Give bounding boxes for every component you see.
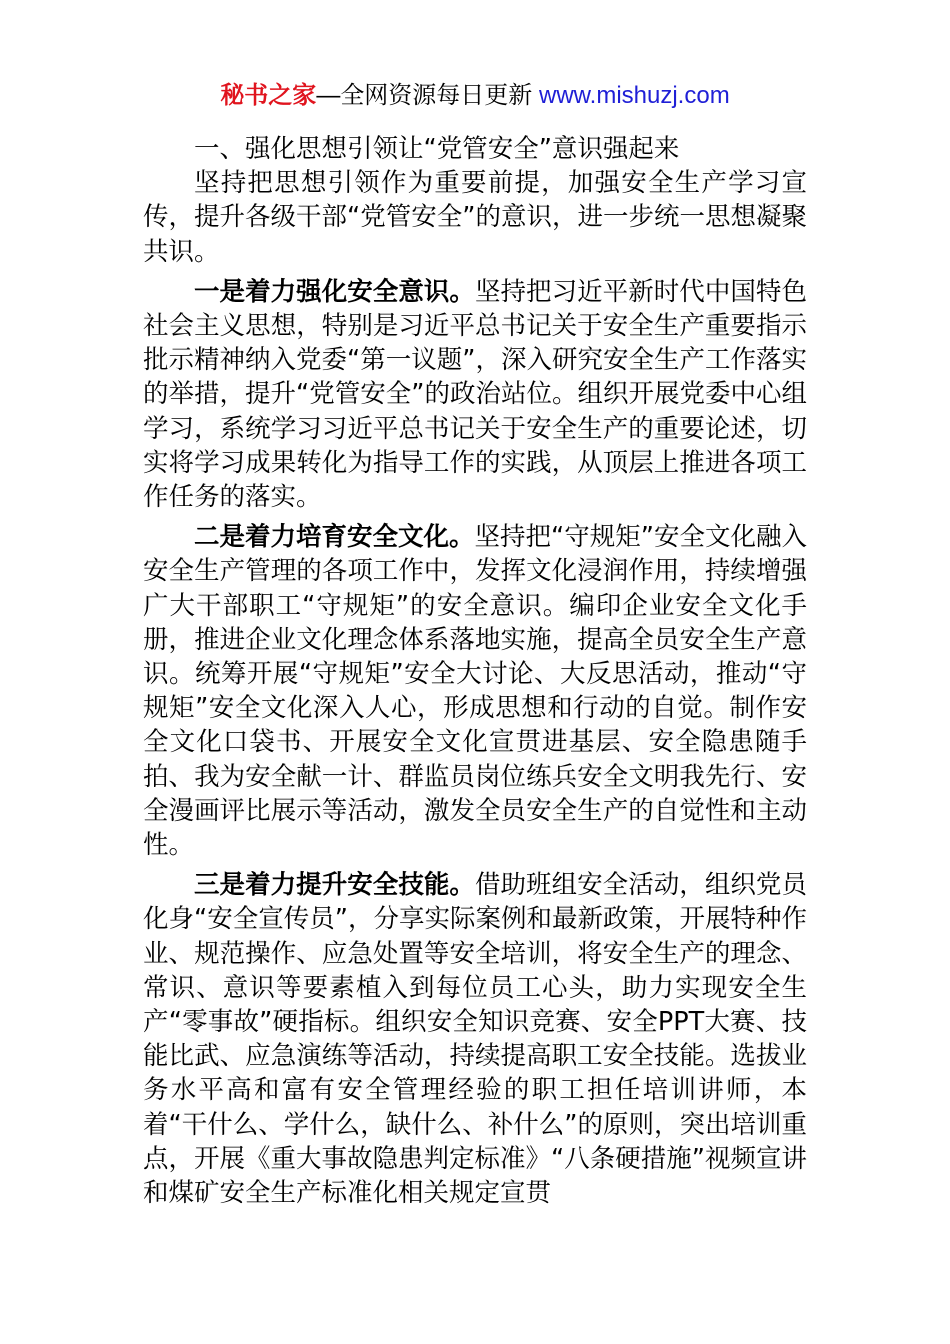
paragraph-lead: 一是着力强化安全意识。	[194, 276, 475, 307]
header-tagline: —全网资源每日更新	[316, 82, 539, 109]
paragraph-body: 坚持把“守规矩”安全文化融入安全生产管理的各项工作中，发挥文化浸润作用，持续增强广大干部职工“守规矩”的安全意识。编印企业安全文化手册，推进企业文化理念体系落地实施，提高全员安全生产意识。统筹开展“守规矩”安全大讨论、大反思活动，推动“守规矩”安全文化深入人心，形成思想和行动的自觉。制作安全文化口袋书、开展安全文化宣贯进基层、安全隐患随手拍、我为安全献一计、群监员岗位练兵安全文明我先行、安全漫画评比展示等活动，激发全员安全生产的自觉性和主动性。	[143, 522, 807, 861]
brand-name: 秘书之家	[220, 82, 317, 109]
site-url-link[interactable]: www.mishuzj.com	[538, 82, 730, 109]
paragraph-safety-awareness	[143, 275, 807, 514]
paragraph-body: 坚持把习近平新时代中国特色社会主义思想，特别是习近平总书记关于安全生产重要指示批示精神纳入党委“第一议题”，深入研究安全生产工作落实的举措，提升“党管安全”的政治站位。组织开展党委中心组学习，系统学习习近平总书记关于安全生产的重要论述，切实将学习成果转化为指导工作的实践，从顶层上推进各项工作任务的落实。	[143, 276, 807, 513]
document-body	[143, 132, 807, 1210]
paragraph-safety-culture	[143, 520, 807, 862]
section-heading: 一、强化思想引领让“党管安全”意识强起来	[194, 134, 680, 164]
paragraph-lead: 二是着力培育安全文化。	[194, 522, 475, 553]
paragraph-safety-skills	[143, 868, 807, 1210]
intro-paragraph: 坚持把思想引领作为重要前提，加强安全生产学习宣传，提升各级干部“党管安全”的意识，进一步统一思想凝聚共识。	[143, 168, 807, 267]
paragraph-lead: 三是着力提升安全技能。	[194, 870, 475, 901]
paragraph-body: 借助班组安全活动，组织党员化身“安全宣传员”，分享实际案例和最新政策，开展特种作业、规范操作、应急处置等安全培训，将安全生产的理念、常识、意识等要素植入到每位员工心头，助力实现安全生产“零事故”硬指标。组织安全知识竞赛、安全PPT大赛、技能比武、应急演练等活动，持续提高职工安全技能。选拔业务水平高和富有安全管理经验的职工担任培训讲师，本着“干什么、学什么，缺什么、补什么”的原则，突出培训重点，开展《重大事故隐患判定标准》“八条硬措施”视频宣讲和煤矿安全生产标准化相关规定宣贯	[143, 870, 807, 1209]
site-header	[0, 80, 950, 112]
